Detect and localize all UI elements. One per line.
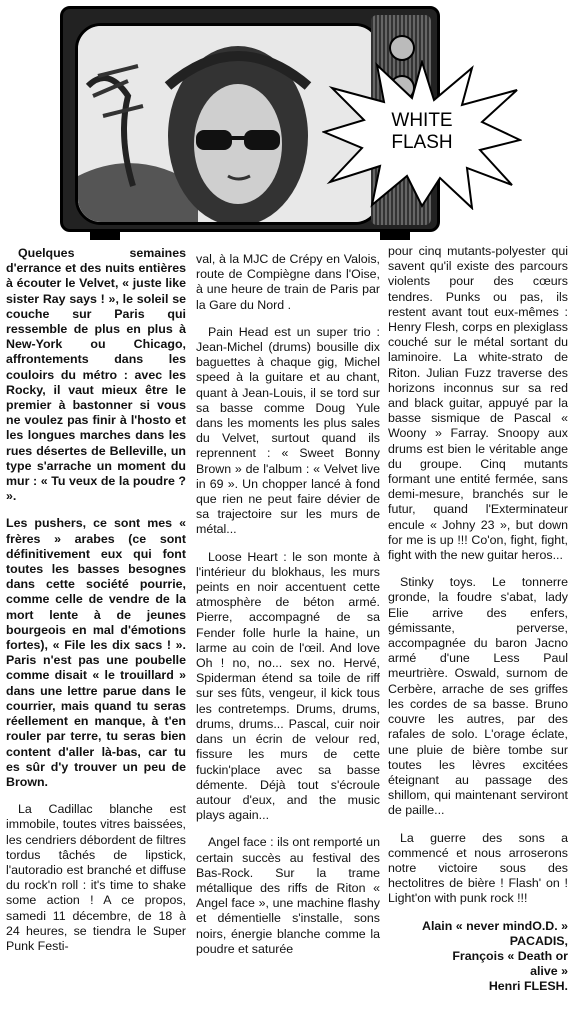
signature-line: alive » (530, 964, 568, 979)
tv-foot (90, 232, 120, 240)
author-signature (388, 919, 568, 995)
signature-line: PACADIS, (509, 933, 568, 948)
badge-line-2: FLASH (391, 132, 453, 153)
paragraph: Pain Head est un super trio : Jean-Michel (drums) bousille dix baguettes à chaque gig, Michel speed à la guitare et au chant, quant à Jean-Louis, il se tord sur sa basse comme Doug Yule dans les moments les plus sales du Velvet, surtout quand ils reprennent : « Sweet Bonny Brown » de l'album : « Velvet live in 69 ». Un chopper lancé à fond que rien ne peut faire dévier de sa trajectoire sur les murs de métal... (196, 324, 380, 537)
article-column-3 (388, 244, 568, 995)
signature-line: Henri FLESH. (488, 979, 568, 994)
badge-line-1: WHITE (391, 110, 453, 131)
paragraph: La guerre des sons a commencé et nous arroserons notre victoire sous des hectolitres de bière ! Flash' on ! Light'on with punk rock !!! (388, 830, 568, 906)
signature-line: Alain « never mindO.D. » (422, 918, 568, 933)
tv-illustration (60, 0, 512, 240)
paragraph: Stinky toys. Le tonnerre gronde, la foudre s'abat, lady Elie arrive des enfers, gémissante, perverse, accompagnée du baron Jacno armé d'une Less Paul meurtrière. Oswald, surnom de Cerbère, arrache de ses griffes les cordes de sa basse. Bruno couvre les autres, par des rafales de solo. L'orage éclate, une pluie de bière tombe sur toutes les lèvres excitées éteignant au passage des shillom, qui maintenant serviront de paille... (388, 575, 568, 818)
paragraph: Loose Heart : le son monte à l'intérieur du blokhaus, les murs peints en noir accentuent cette atmosphère de béton armé. Pierre, accompagné de sa Fender folle hurle la haine, un larme au coin de l'œil. And love Oh ! no, no... sex no. Hervé, Spiderman étend sa toile de riff sur ses fûts, vengeur, il kick tous les contretemps. Drums, drums, drums, drums... Pascal, cuir noir dans un écrin de velour red, fissure les murs de cette fuckin'place avec sa basse démente. Déjà tout s'écroule autour d'eux, and the music plays again... (196, 549, 380, 823)
paragraph: La Cadillac blanche est immobile, toutes vitres baissées, les cendriers débordent de filtres tordus tâchés de lipstick, l'autoradio est branché et diffuse du rock'n roll : it's time to shake some action ! A ce propos, samedi 11 décembre, de 18 à 24 heures, se tiendra le Super Punk Festi- (6, 802, 186, 953)
article-column-2 (196, 252, 380, 969)
signature-line: François « Death or (452, 948, 568, 963)
paragraph: Quelques semaines d'errance et des nuits entières à écouter le Velvet, « juste like sister Ray says ! », le soleil se couche sur Paris qui ressemble de plus en plus à New-York ou Chicago, affrontements dans les couloirs du métro : avec les Rocky, il vaut mieux être le premier à bastonner si vous ne voulez pas finir à l'hosto et les longues marches dans les rues désertes de Belleville, un type s'arrache un moment du mur : « Tu veux de la poudre ? ». (6, 246, 186, 504)
paragraph: pour cinq mutants-polyester qui savent qu'il existe des parcours violents pour des cœurs tendres. Punks ou pas, ils restent avant tout eux-mêmes : Henry Flesh, corps en plexiglass couché sur le métal sortant du laminoire. La white-strato de Riton. Julian Fuzz traverse des horizons inconnus sur sa red and black guitar, appuyé par la basse sismique de Pascal « Woony » Farray. Snoopy aux drums est bien le véritable ange du groupe. Cinq mutants formant une entité fermée, sans demi-mesure, branchés sur le futur, quand l'Exterminateur encule « Johny 23 », but down for me is up !!! Co'on, fight, fight, fight with the new guitar heros... (388, 244, 568, 563)
paragraph: val, à la MJC de Crépy en Valois, route de Compiègne dans l'Oise, à une heure de train de Paris par la Gare du Nord . (196, 252, 380, 312)
tv-foot (380, 232, 410, 240)
paragraph: Angel face : ils ont remporté un certain succès au festival des Bas-Rock. Sur la trame métallique des riffs de Riton « Angel face », une machine flashy et démentielle s'installe, sons noirs, énergie blanche comme la poudre et saturée (196, 835, 380, 956)
tv-knob-icon (389, 35, 415, 61)
paragraph: Les pushers, ce sont mes « frères » arabes (ce sont définitivement eux qui font toutes les basses besognes dans cette société pourrie, comme celle de vendre de la mort lente à de jeunes bourgeois en mal d'émotions fortes), « File les dix sacs ! ». Paris n'est pas une poubelle comme disait « le trouillard » dans une lettre parue dans le courrier, mais quand tu seras réellement en manque, à t'en rouler par terre, tu seras bien content d'aller là-bas, car tu es sûr d'y trouver un peu de Brown. (6, 516, 186, 789)
article-column-1 (6, 246, 186, 966)
white-flash-badge (322, 110, 522, 154)
